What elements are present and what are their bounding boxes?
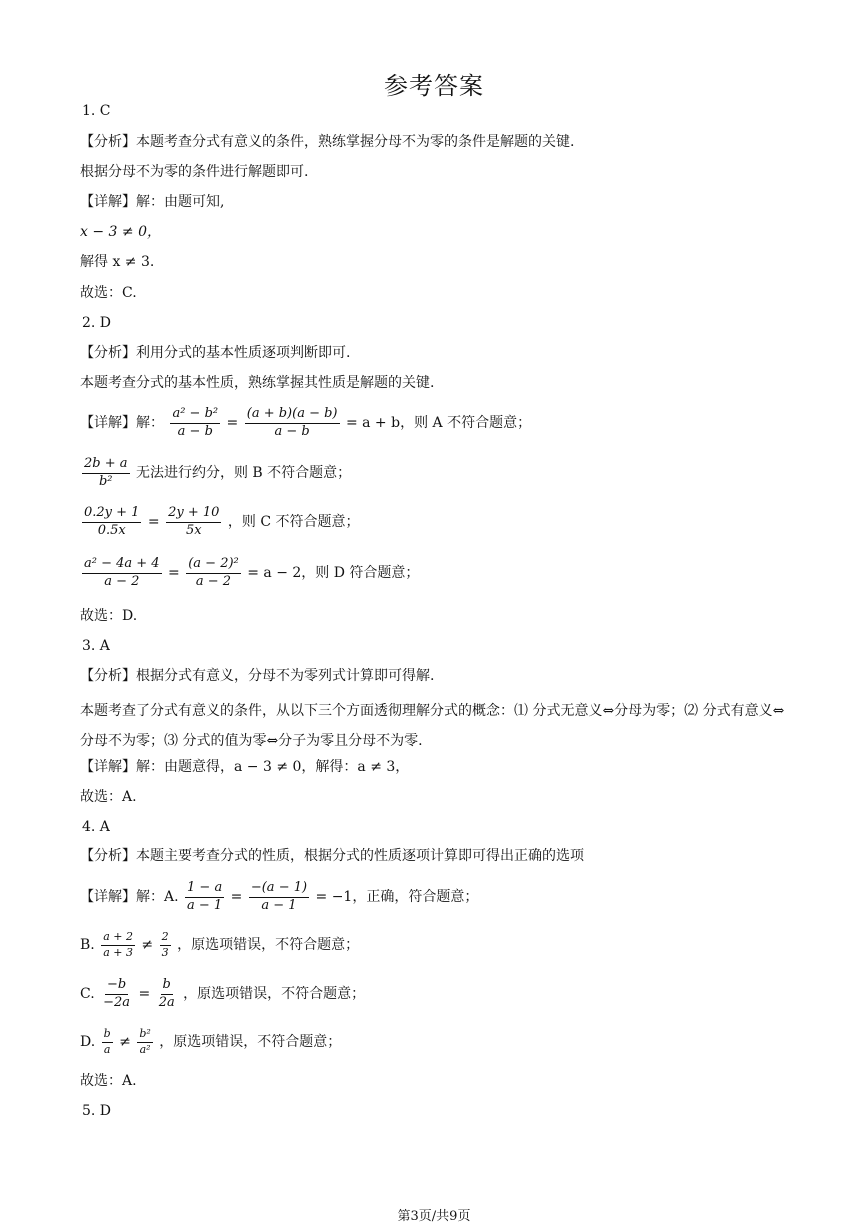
denominator: a + 3 bbox=[103, 945, 133, 959]
numerator: a² − 4a + 4 bbox=[82, 557, 162, 574]
option-b-result: 无法进行约分，则 B 不符合题意； bbox=[135, 465, 352, 481]
numerator: −b bbox=[105, 978, 128, 995]
q2-analysis: 【分析】利用分式的基本性质逐项判断即可. bbox=[80, 345, 351, 361]
denominator: a bbox=[103, 1042, 111, 1056]
q1-equation-2: 解得 x ≠ 3. bbox=[80, 254, 155, 270]
q2-option-a: 【详解】解： $\frac{\text{a² − b²}}{a - b}$ = $\frac{(a + b)(a - b)}{a - b}$ = a + b，则 A 不符合题意； bbox=[80, 405, 532, 439]
numerator: b bbox=[102, 1028, 113, 1043]
option-c-label: C. bbox=[80, 986, 100, 1002]
q1-answer: 故选：C. bbox=[80, 285, 137, 301]
q3-number: 3. A bbox=[82, 638, 110, 654]
denominator: a − 1 bbox=[187, 897, 223, 913]
numerator: b² bbox=[137, 1028, 152, 1043]
numerator: −(a − 1) bbox=[249, 881, 309, 898]
q1-analysis: 【分析】本题考查分式有意义的条件，熟练掌握分母不为零的条件是解题的关键. bbox=[80, 134, 575, 150]
q4-option-b: B. $\frac{a + 2}{a + 3}$ ≠ $\frac{2}{3}$ ，原选项错误，不符合题意； bbox=[80, 929, 360, 959]
q4-option-a: 【详解】解：A. $\frac{1 - a}{a - 1}$ = $\frac{-(a - 1)}{a - 1}$ = −1，正确，符合题意； bbox=[80, 879, 479, 913]
numerator: (a + b)(a − b) bbox=[245, 407, 340, 424]
fraction bbox=[137, 1028, 152, 1056]
q2-number: 2. D bbox=[82, 315, 112, 331]
numerator: 2 bbox=[160, 931, 171, 946]
numerator: 0.2y + 1 bbox=[82, 506, 141, 523]
fraction bbox=[102, 1028, 113, 1056]
q2-option-d: $\frac{\text{a² − 4a + 4}}{a - 2}$ = $\frac{\text{(a − 2)²}}{a - 2}$ = a − 2，则 D 符合题意； bbox=[84, 555, 420, 589]
denominator: b² bbox=[98, 473, 113, 489]
q5-number: 5. D bbox=[82, 1103, 112, 1119]
denominator: a − b bbox=[177, 423, 213, 439]
denominator: a − 2 bbox=[104, 573, 140, 589]
q4-answer: 故选：A. bbox=[80, 1073, 137, 1089]
q2-analysis-2: 本题考查分式的基本性质，熟练掌握其性质是解题的关键. bbox=[80, 375, 435, 391]
denominator: a² bbox=[139, 1042, 151, 1056]
q4-analysis: 【分析】本题主要考查分式的性质，根据分式的性质逐项计算即可得出正确的选项 bbox=[80, 848, 584, 864]
fraction bbox=[82, 506, 141, 539]
denominator: −2a bbox=[103, 994, 131, 1010]
option-a-result: = −1，正确，符合题意； bbox=[315, 889, 479, 905]
q4-option-d: D. $\frac{b}{a}$ ≠ $\frac{\text{b²}}{\text{a²}}$ ，原选项错误，不符合题意； bbox=[80, 1026, 342, 1056]
fraction bbox=[249, 881, 309, 914]
numerator: b bbox=[161, 978, 173, 995]
page-footer: 第3页/共9页 bbox=[397, 1209, 471, 1224]
option-d-result: = a − 2，则 D 符合题意； bbox=[247, 565, 420, 581]
option-d-label: D. bbox=[80, 1034, 100, 1050]
q2-option-b bbox=[80, 452, 351, 494]
q2-answer: 故选：D. bbox=[80, 608, 138, 624]
fraction bbox=[157, 978, 177, 1011]
numerator: 1 − a bbox=[185, 881, 224, 898]
option-b-label: B. bbox=[80, 937, 100, 953]
q3-analysis: 【分析】根据分式有意义，分母不为零列式计算即可得解. bbox=[80, 668, 435, 684]
fraction bbox=[186, 557, 241, 590]
option-d-result: ，原选项错误，不符合题意； bbox=[159, 1034, 342, 1050]
q1-analysis-2: 根据分母不为零的条件进行解题即可. bbox=[80, 164, 309, 180]
q2-option-c: $\frac{0.2y + 1}{0.5x}$ = $\frac{2y + 10}{5x}$ ，则 C 不符合题意； bbox=[84, 504, 360, 538]
q3-answer: 故选：A. bbox=[80, 789, 137, 805]
fraction bbox=[170, 407, 220, 440]
denominator: a − b bbox=[274, 423, 310, 439]
numerator: 2b + a bbox=[82, 457, 130, 474]
fraction bbox=[82, 557, 162, 590]
denominator: 2a bbox=[158, 994, 175, 1010]
denominator: a − 2 bbox=[195, 573, 232, 589]
denominator: 3 bbox=[161, 945, 169, 959]
fraction bbox=[101, 978, 132, 1011]
fraction bbox=[245, 407, 340, 440]
q1-detail: 【详解】解：由题可知, bbox=[80, 194, 225, 210]
numerator: a + 2 bbox=[101, 931, 135, 946]
denominator: a − 1 bbox=[261, 897, 297, 913]
q4-number: 4. A bbox=[82, 819, 110, 835]
fraction bbox=[160, 931, 171, 959]
option-c-result: ，原选项错误，不符合题意； bbox=[183, 986, 366, 1002]
page-title: 参考答案 bbox=[384, 72, 484, 100]
option-c-result: ，则 C 不符合题意； bbox=[227, 514, 360, 530]
fraction bbox=[166, 506, 221, 539]
numerator: 2y + 10 bbox=[166, 506, 221, 523]
fraction bbox=[82, 457, 130, 490]
denominator: 0.5x bbox=[97, 522, 126, 538]
q4-option-c: C. $\frac{-b}{-2a}$ = $\frac{b}{2a}$ ，原选项错误，不符合题意； bbox=[80, 976, 366, 1010]
detail-label: 【详解】解：A. bbox=[80, 889, 184, 905]
option-a-result: = a + b，则 A 不符合题意； bbox=[345, 415, 532, 431]
fraction bbox=[101, 931, 135, 959]
fraction bbox=[185, 881, 224, 914]
q3-detail: 【详解】解：由题意得，a − 3 ≠ 0，解得：a ≠ 3， bbox=[80, 759, 410, 775]
option-b-result: ，原选项错误，不符合题意； bbox=[177, 937, 360, 953]
q1-equation-1: x − 3 ≠ 0， bbox=[80, 224, 161, 240]
numerator: (a − 2)² bbox=[186, 557, 241, 574]
numerator: a² − b² bbox=[170, 407, 220, 424]
q3-analysis-2: 本题考查了分式有意义的条件，从以下三个方面透彻理解分式的概念：⑴ 分式无意义⇔分母为零；⑵ 分式有意义⇔分母不为零；⑶ 分式的值为零⇔分子为零且分母不为零. bbox=[80, 703, 785, 749]
denominator: 5x bbox=[185, 522, 202, 538]
detail-label: 【详解】解： bbox=[80, 415, 164, 431]
q1-number: 1. C bbox=[82, 103, 111, 119]
